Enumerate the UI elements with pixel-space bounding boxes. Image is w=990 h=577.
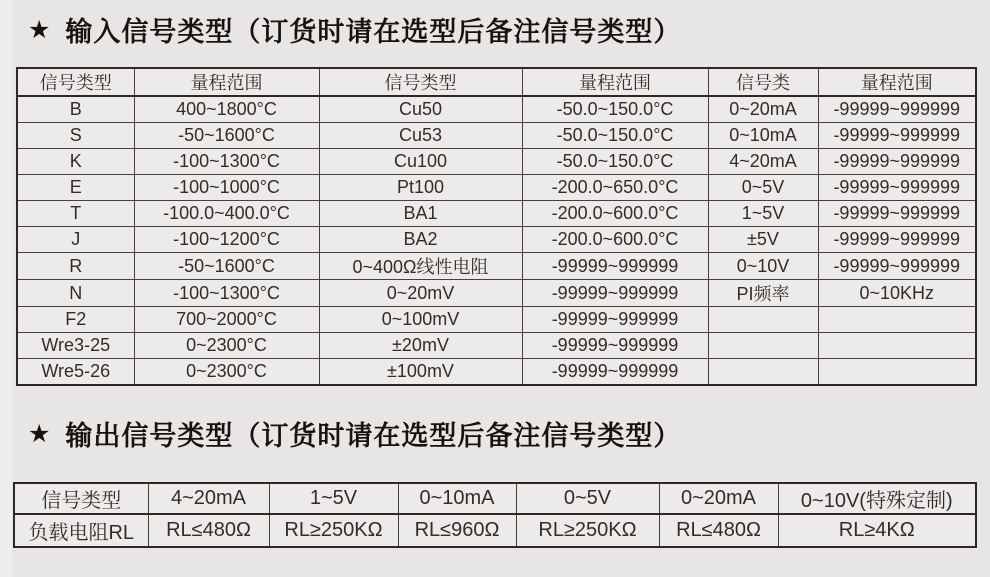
table-cell: RL≥250KΩ	[516, 514, 659, 547]
table-cell: -100~1300°C	[134, 149, 319, 175]
table-cell: -99999~999999	[818, 123, 976, 149]
table-cell	[708, 307, 818, 333]
table-row	[17, 227, 976, 253]
table-cell: 0~10mA	[708, 123, 818, 149]
table-cell: -99999~999999	[818, 227, 976, 253]
table-cell: -50.0~150.0°C	[522, 96, 708, 123]
table-cell: 0~2300°C	[134, 359, 319, 386]
column-header: 0~10mA	[398, 483, 516, 514]
output-section-title-text: 输出信号类型（订货时请在选型后备注信号类型）	[65, 421, 682, 451]
table-cell: RL≤480Ω	[659, 514, 778, 547]
table-cell: -200.0~600.0°C	[522, 201, 708, 227]
table-row	[17, 333, 976, 359]
output-signal-table	[13, 482, 977, 548]
table-cell: Cu100	[319, 149, 522, 175]
table-cell: -100~1000°C	[134, 175, 319, 201]
input-signal-table	[16, 67, 977, 386]
table-cell: -100~1300°C	[134, 280, 319, 307]
table-cell: -200.0~650.0°C	[522, 175, 708, 201]
table-cell: -50~1600°C	[134, 123, 319, 149]
input-section-title	[28, 10, 681, 49]
column-header: 量程范围	[818, 68, 976, 96]
column-header: 0~10V(特殊定制)	[778, 483, 976, 514]
output-section-title	[28, 414, 681, 453]
table-cell: 0~10KHz	[818, 280, 976, 307]
table-cell: 700~2000°C	[134, 307, 319, 333]
table-cell: ±5V	[708, 227, 818, 253]
table-row	[17, 201, 976, 227]
table-cell: S	[17, 123, 134, 149]
column-header: 量程范围	[134, 68, 319, 96]
column-header: 信号类型	[14, 483, 148, 514]
table-cell: F2	[17, 307, 134, 333]
table-cell: ±20mV	[319, 333, 522, 359]
table-row	[14, 514, 976, 547]
column-header: 1~5V	[269, 483, 398, 514]
table-cell: 0~5V	[708, 175, 818, 201]
table-cell	[818, 307, 976, 333]
table-cell: -99999~999999	[818, 253, 976, 280]
table-cell: E	[17, 175, 134, 201]
table-row	[17, 253, 976, 280]
table-cell: -99999~999999	[522, 253, 708, 280]
table-cell	[818, 359, 976, 386]
table-cell: RL≤960Ω	[398, 514, 516, 547]
table-cell: RL≥4KΩ	[778, 514, 976, 547]
table-row	[17, 359, 976, 386]
table-cell: -99999~999999	[818, 201, 976, 227]
table-cell: 400~1800°C	[134, 96, 319, 123]
table-row	[17, 96, 976, 123]
table-cell: 0~20mV	[319, 280, 522, 307]
table-row	[17, 175, 976, 201]
header-row	[17, 68, 976, 96]
table-cell: 0~10V	[708, 253, 818, 280]
table-cell: ±100mV	[319, 359, 522, 386]
table-cell: -50.0~150.0°C	[522, 149, 708, 175]
table-cell	[708, 333, 818, 359]
star-icon: ★	[28, 15, 52, 44]
table-cell: Wre3-25	[17, 333, 134, 359]
table-cell: T	[17, 201, 134, 227]
input-section-title-text: 输入信号类型（订货时请在选型后备注信号类型）	[65, 17, 682, 47]
table-cell: -99999~999999	[818, 175, 976, 201]
table-cell: N	[17, 280, 134, 307]
column-header: 信号类型	[17, 68, 134, 96]
table-row	[17, 149, 976, 175]
table-cell: Pt100	[319, 175, 522, 201]
column-header: 4~20mA	[148, 483, 269, 514]
page-edge-strip	[0, 0, 12, 577]
table-cell: J	[17, 227, 134, 253]
star-icon: ★	[28, 419, 52, 448]
table-cell: 0~2300°C	[134, 333, 319, 359]
table-cell: BA1	[319, 201, 522, 227]
table-cell: -99999~999999	[522, 333, 708, 359]
table-cell	[818, 333, 976, 359]
table-row	[17, 307, 976, 333]
table-cell: -99999~999999	[818, 149, 976, 175]
table-cell: BA2	[319, 227, 522, 253]
table-cell: Wre5-26	[17, 359, 134, 386]
table-cell: -200.0~600.0°C	[522, 227, 708, 253]
table-row	[17, 123, 976, 149]
table-cell: 0~400Ω线性电阻	[319, 253, 522, 280]
table-cell: -50.0~150.0°C	[522, 123, 708, 149]
table-cell: 4~20mA	[708, 149, 818, 175]
table-cell: -99999~999999	[818, 96, 976, 123]
column-header: 信号类型	[319, 68, 522, 96]
table-cell: RL≥250KΩ	[269, 514, 398, 547]
column-header: 量程范围	[522, 68, 708, 96]
table-cell	[708, 359, 818, 386]
table-cell: K	[17, 149, 134, 175]
table-cell: R	[17, 253, 134, 280]
table-cell: -100.0~400.0°C	[134, 201, 319, 227]
table-cell: B	[17, 96, 134, 123]
column-header: 0~5V	[516, 483, 659, 514]
table-cell: -99999~999999	[522, 307, 708, 333]
table-cell: 负载电阻RL	[14, 514, 148, 547]
table-cell: 0~100mV	[319, 307, 522, 333]
column-header: 信号类	[708, 68, 818, 96]
table-cell: Cu53	[319, 123, 522, 149]
table-cell: PI频率	[708, 280, 818, 307]
table-cell: Cu50	[319, 96, 522, 123]
table-cell: -99999~999999	[522, 359, 708, 386]
header-row	[14, 483, 976, 514]
table-cell: 1~5V	[708, 201, 818, 227]
table-cell: -100~1200°C	[134, 227, 319, 253]
table-cell: -50~1600°C	[134, 253, 319, 280]
table-cell: -99999~999999	[522, 280, 708, 307]
table-row	[17, 280, 976, 307]
table-cell: 0~20mA	[708, 96, 818, 123]
column-header: 0~20mA	[659, 483, 778, 514]
table-cell: RL≤480Ω	[148, 514, 269, 547]
